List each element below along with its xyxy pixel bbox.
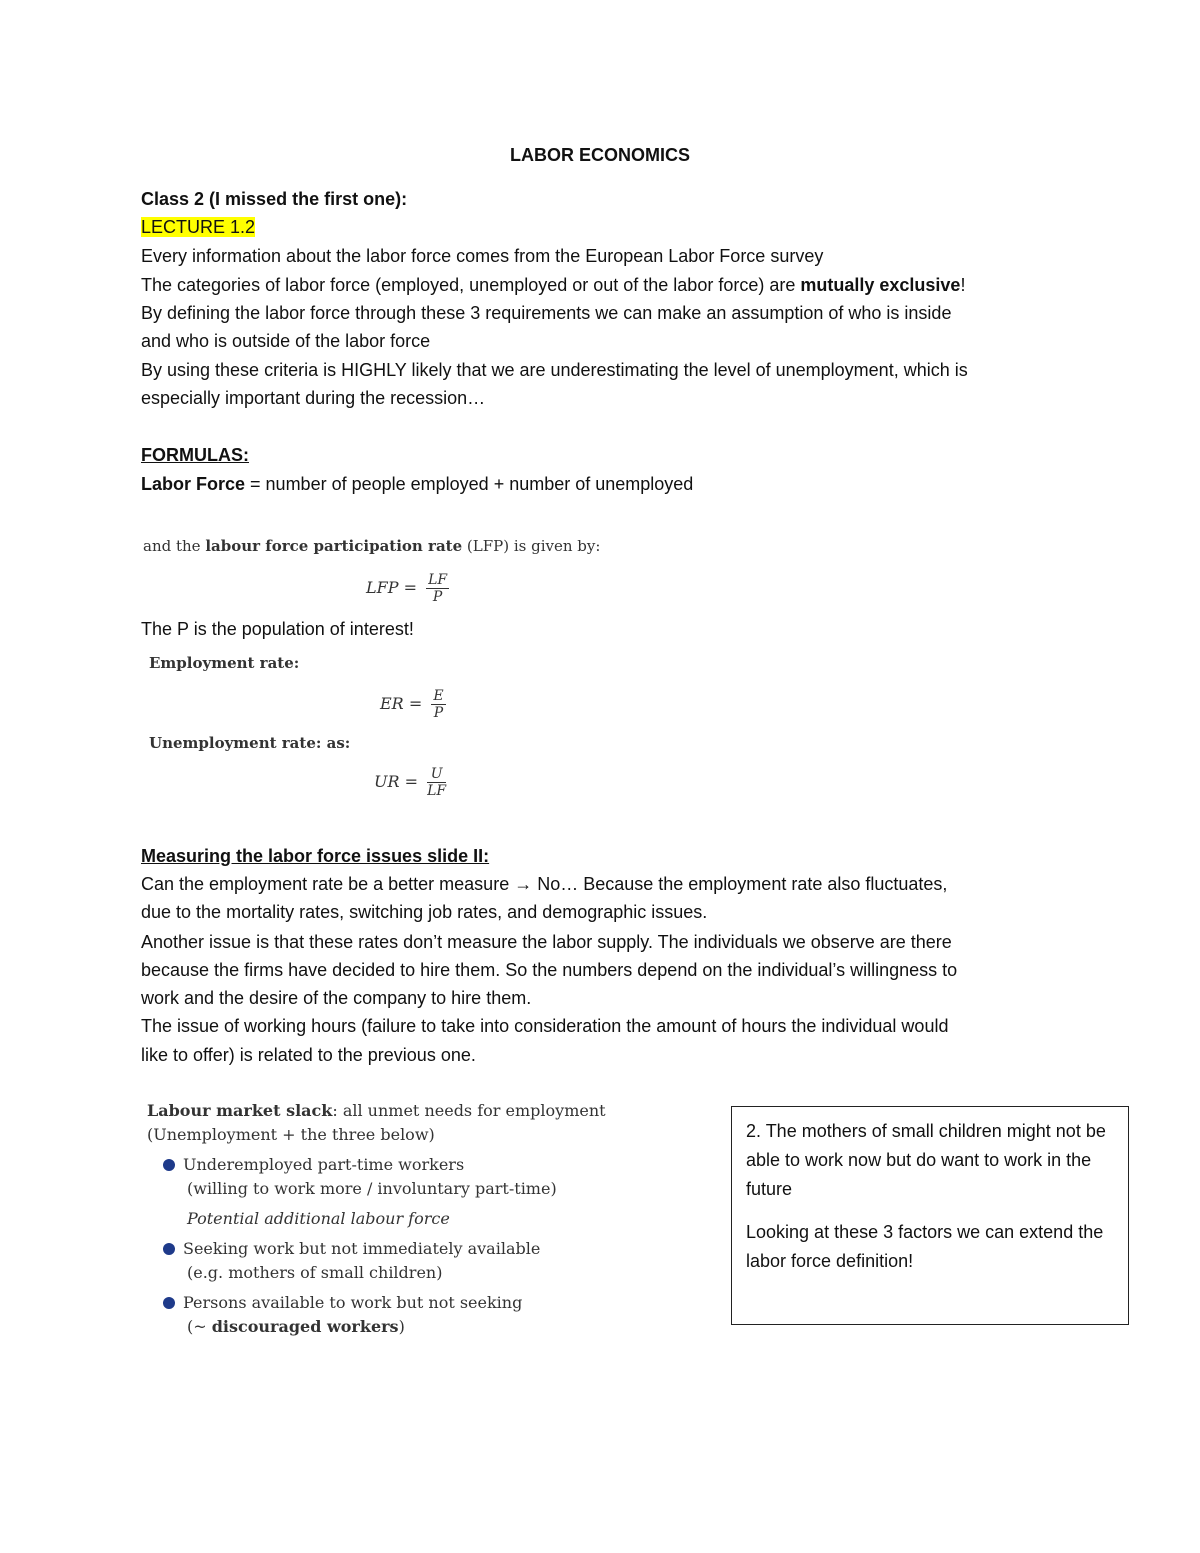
issues-line-7: like to offer) is related to the previous one. (141, 1045, 476, 1065)
lfp-intro-a: and the (143, 537, 206, 555)
intro-line-2-text: The categories of labor force (employed, unemployed or out of the labor force) are (141, 275, 801, 295)
lfp-intro (143, 532, 600, 560)
ur-label: Unemployment rate: as: (149, 734, 351, 752)
note-paragraph-1: 2. The mothers of small children might not be able to work now but do want to work in the future (746, 1121, 1106, 1199)
ur-numerator: U (427, 766, 446, 783)
issues-line-2: due to the mortality rates, switching job rates, and demographic issues. (141, 902, 708, 922)
er-fraction (431, 688, 445, 721)
slack-subtitle: (Unemployment + the three below) (147, 1125, 435, 1144)
er-lhs: ER = (380, 694, 423, 713)
intro-line-5: By using these criteria is HIGHLY likely that we are underestimating the level of unemployment, which is (141, 360, 968, 380)
lfp-intro-c: (LFP) is given by: (462, 537, 601, 555)
mutually-exclusive-bold: mutually exclusive (800, 275, 961, 295)
slack-title-bold: Labour market slack (147, 1101, 333, 1120)
issues-heading: Measuring the labor force issues slide II: (141, 846, 490, 866)
issues-line-5: work and the desire of the company to hire them. (141, 988, 532, 1008)
er-formula (380, 688, 446, 721)
ur-denominator: LF (427, 783, 447, 799)
intro-line-4: and who is outside of the labor force (141, 331, 431, 351)
slack-item-3-text: Persons available to work but not seeking (183, 1293, 523, 1312)
note-paragraph-2: Looking at these 3 factors we can extend the labor force definition! (746, 1222, 1104, 1271)
lfp-denominator: P (432, 589, 443, 605)
lecture-label-line (141, 213, 255, 241)
p-note: The P is the population of interest! (141, 619, 414, 639)
slack-item-2-text: Seeking work but not immediately available (183, 1239, 541, 1258)
ur-fraction (427, 766, 446, 799)
issues-line-3: Another issue is that these rates don’t measure the labor supply. The individuals we observe are there (141, 932, 952, 952)
labor-force-label: Labor Force (141, 474, 246, 494)
issues-line-4: because the firms have decided to hire them. So the numbers depend on the individual’s willingness to (141, 960, 958, 980)
lfp-intro-b: labour force participation rate (205, 537, 463, 555)
er-numerator: E (433, 688, 444, 704)
ur-lhs: UR = (374, 772, 419, 791)
slack-item-2 (163, 1238, 540, 1260)
issues-line-6: The issue of working hours (failure to take into consideration the amount of hours the individual would (141, 1016, 949, 1036)
issues-line-1: Can the employment rate be a better measure → No… Because the employment rate also fluctuates, (141, 874, 948, 894)
slack-title-rest: : all unmet needs for employment (332, 1101, 606, 1120)
slack-item-1-text: Underemployed part-time workers (183, 1155, 465, 1174)
slack-item-1-sub: (willing to work more / involuntary part-time) (187, 1179, 557, 1198)
lfp-formula (366, 572, 449, 605)
intro-line-1: Every information about the labor force comes from the European Labor Force survey (141, 246, 824, 266)
slack-item-3-sub-a: (~ (187, 1317, 212, 1336)
intro-line-2-end: ! (960, 275, 966, 295)
intro-line-3: By defining the labor force through these 3 requirements we can make an assumption of who is inside (141, 303, 952, 323)
intro-line-2 (141, 271, 965, 299)
lecture-label: LECTURE 1.2 (141, 217, 256, 237)
document-title: LABOR ECONOMICS (510, 145, 690, 165)
lfp-fraction (426, 572, 449, 605)
bullet-icon (163, 1297, 175, 1309)
lfp-numerator: LF (428, 572, 448, 588)
bullet-icon (163, 1243, 175, 1255)
slack-item-3-sub (187, 1316, 405, 1338)
discouraged-workers: discouraged workers (211, 1317, 399, 1336)
formulas-heading: FORMULAS: (141, 445, 249, 465)
slack-item-2-sub: (e.g. mothers of small children) (187, 1263, 443, 1282)
note-text-box (731, 1106, 1129, 1325)
intro-line-6: especially important during the recession… (141, 388, 486, 408)
slack-title (147, 1100, 606, 1122)
er-denominator: P (433, 705, 444, 721)
slack-item-1 (163, 1154, 464, 1176)
slack-item-3-sub-c: ) (398, 1317, 405, 1336)
ur-formula (374, 766, 446, 799)
lfp-lhs: LFP = (366, 578, 417, 597)
bullet-icon (163, 1159, 175, 1171)
er-label: Employment rate: (149, 654, 300, 672)
potential-labour-force: Potential additional labour force (187, 1209, 450, 1228)
class-heading: Class 2 (I missed the first one): (141, 189, 408, 209)
labor-force-def: = number of people employed + number of unemployed (245, 474, 694, 494)
labor-force-definition (141, 470, 693, 498)
slack-item-3 (163, 1292, 522, 1314)
